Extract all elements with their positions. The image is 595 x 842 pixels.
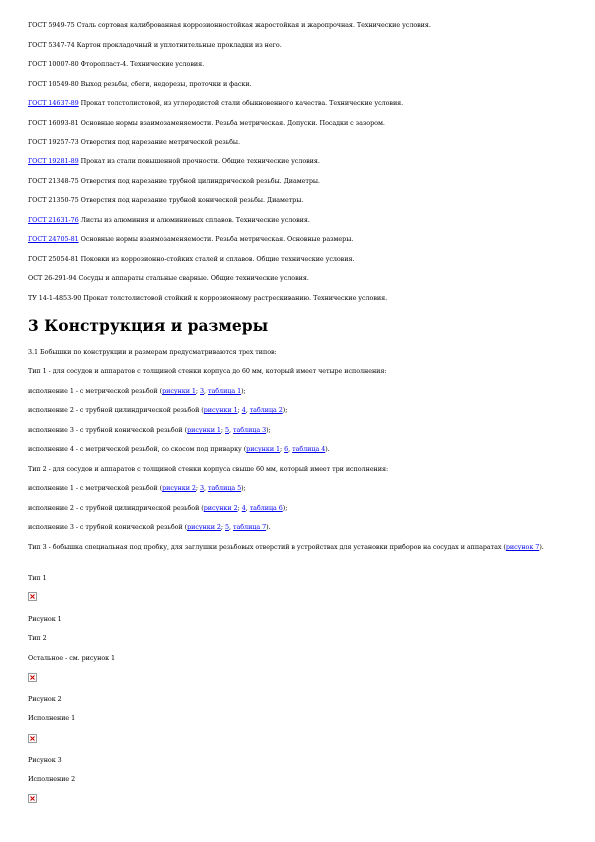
ref-item: ТУ 14-1-4853-90 Прокат толстолистовой стойкий к коррозионному растрескиванию. Технические условия. (28, 294, 388, 302)
figure-link[interactable]: рисунки 1 (162, 387, 196, 395)
figure-link[interactable]: 4 (241, 504, 246, 512)
ref-item: ГОСТ 10549-80 Выход резьбы, сбеги, недорезы, проточки и фаски. (28, 80, 252, 88)
para-text: ); (282, 406, 288, 414)
ref-link[interactable]: ГОСТ 21631-76 (28, 216, 79, 224)
ref-item: ГОСТ 21348-75 Отверстия под нарезание трубной цилиндрической резьбы. Диаметры. (28, 177, 320, 185)
para-text: исполнение 1 - с метрической резьбой ( (28, 387, 163, 395)
paragraph (28, 543, 568, 551)
figure-caption: Рисунок 1 (28, 615, 62, 623)
figure-caption: Остальное - см. рисунок 1 (28, 654, 116, 662)
ref-item: ГОСТ 5347-74 Картон прокладочный и уплотнительные прокладки из него. (28, 41, 282, 49)
ref-item: ГОСТ 16093-81 Основные нормы взаимозаменяемости. Резьба метрическая. Допуски. Посадки с зазором. (28, 119, 385, 127)
ref-item (28, 157, 568, 165)
ref-item: ОСТ 26-291-94 Сосуды и аппараты стальные сварные. Общие технические условия. (28, 274, 309, 282)
paragraph (28, 445, 568, 453)
figure-link[interactable]: 3 (200, 484, 205, 492)
para-text: исполнение 2 - с трубной цилиндрической резьбой ( (28, 406, 204, 414)
broken-image-icon (28, 592, 37, 601)
para-text: ). (325, 445, 330, 453)
para-text: , (245, 504, 250, 512)
figure-caption: Тип 2 (28, 634, 47, 642)
ref-item (28, 235, 568, 243)
para-text: ; (220, 426, 226, 434)
table-link[interactable]: таблица 5 (208, 484, 242, 492)
figure-link[interactable]: рисунки 2 (162, 484, 196, 492)
ref-link[interactable]: ГОСТ 24705-81 (28, 235, 79, 243)
para-text: , (229, 426, 234, 434)
paragraph (28, 504, 568, 512)
para-text: ; (220, 523, 226, 531)
paragraph (28, 523, 568, 531)
para-text: ). (539, 543, 544, 551)
ref-item: ГОСТ 25054-81 Поковки из коррозионно-стойких сталей и сплавов. Общие технические условия. (28, 255, 355, 263)
figure-link[interactable]: рисунки 1 (246, 445, 281, 453)
broken-image-icon (28, 673, 37, 682)
figure-link[interactable]: рисунки 1 (203, 406, 238, 414)
figure-caption: Исполнение 2 (28, 775, 76, 783)
figure-link[interactable]: 6 (284, 445, 289, 453)
figure-caption: Тип 1 (28, 574, 47, 582)
para-text: ); (241, 387, 246, 395)
ref-item: ГОСТ 5949-75 Сталь сортовая калиброванная коррозионностойкая жаростойкая и жаропрочная. Технические условия. (28, 21, 431, 29)
para-text: ; (195, 484, 201, 492)
figure-link[interactable]: 3 (200, 387, 205, 395)
para-text: , (288, 445, 293, 453)
para-text: исполнение 4 - с метрической резьбой, со скосом под приварку ( (28, 445, 247, 453)
figure-link[interactable]: 5 (225, 523, 230, 531)
para-text: ; (195, 387, 201, 395)
figure-link[interactable]: рисунки 2 (203, 504, 238, 512)
ref-link[interactable]: ГОСТ 19281-89 (28, 157, 79, 165)
ref-link[interactable]: ГОСТ 14637-89 (28, 99, 79, 107)
section-heading: 3 Конструкция и размеры (28, 316, 269, 335)
para-text: исполнение 3 - с трубной конической резьбой ( (28, 523, 188, 531)
para-text: ; (280, 445, 285, 453)
para-text: исполнение 1 - с метрической резьбой ( (28, 484, 163, 492)
para-text: , (245, 406, 250, 414)
table-link[interactable]: таблица 6 (249, 504, 283, 512)
ref-text: Прокат из стали повышенной прочности. Общие технические условия. (78, 157, 320, 165)
para-text: исполнение 2 - с трубной цилиндрической резьбой ( (28, 504, 204, 512)
paragraph (28, 406, 568, 414)
para-text: , (229, 523, 234, 531)
para-text: ; (237, 406, 242, 414)
ref-text: Основные нормы взаимозаменяемости. Резьба метрическая. Основные размеры. (78, 235, 354, 243)
figure-link[interactable]: рисунки 2 (187, 523, 221, 531)
para-text: ; (237, 504, 242, 512)
paragraph: 3.1 Бобышки по конструкции и размерам предусматриваются трех типов: (28, 348, 277, 356)
paragraph (28, 426, 568, 434)
broken-image-icon (28, 794, 37, 803)
paragraph (28, 387, 568, 395)
table-link[interactable]: таблица 1 (208, 387, 242, 395)
figure-link[interactable]: 4 (241, 406, 246, 414)
para-text: ); (282, 504, 288, 512)
table-link[interactable]: таблица 7 (233, 523, 267, 531)
table-link[interactable]: таблица 2 (249, 406, 283, 414)
table-link[interactable]: таблица 3 (233, 426, 267, 434)
para-text: ); (266, 426, 271, 434)
para-text: , (204, 484, 209, 492)
para-text: ). (266, 523, 271, 531)
paragraph: Тип 2 - для сосудов и аппаратов с толщиной стенки корпуса свыше 60 мм, который имеет три исполнения: (28, 465, 389, 473)
figure-caption: Рисунок 2 (28, 695, 62, 703)
ref-text: Прокат толстолистовой, из углеродистой стали обыкновенного качества. Технические условия. (78, 99, 404, 107)
ref-item: ГОСТ 19257-73 Отверстия под нарезание метрической резьбы. (28, 138, 240, 146)
ref-text: Листы из алюминия и алюминиевых сплавов. Технические условия. (78, 216, 310, 224)
para-text: исполнение 3 - с трубной конической резьбой ( (28, 426, 188, 434)
broken-image-icon (28, 734, 37, 743)
para-text: , (204, 387, 209, 395)
ref-item (28, 99, 568, 107)
para-text: Тип 3 - бобышка специальная под пробку, для заглушки резьбовых отверстий в устройствах для установки приборов на сосудах и аппаратах ( (28, 543, 506, 551)
figure-caption: Рисунок 3 (28, 756, 62, 764)
figure-link[interactable]: рисунки 1 (187, 426, 221, 434)
figure-caption: Исполнение 1 (28, 714, 76, 722)
table-link[interactable]: таблица 4 (292, 445, 326, 453)
ref-item (28, 216, 568, 224)
figure-link[interactable]: 5 (225, 426, 230, 434)
paragraph: Тип 1 - для сосудов и аппаратов с толщиной стенки корпуса до 60 мм, который имеет четыре исполнения: (28, 367, 387, 375)
para-text: ); (241, 484, 246, 492)
paragraph (28, 484, 568, 492)
figure-link[interactable]: рисунок 7 (505, 543, 540, 551)
ref-item: ГОСТ 10007-80 Фторопласт-4. Технические условия. (28, 60, 205, 68)
ref-item: ГОСТ 21350-75 Отверстия под нарезание трубной конической резьбы. Диаметры. (28, 196, 304, 204)
